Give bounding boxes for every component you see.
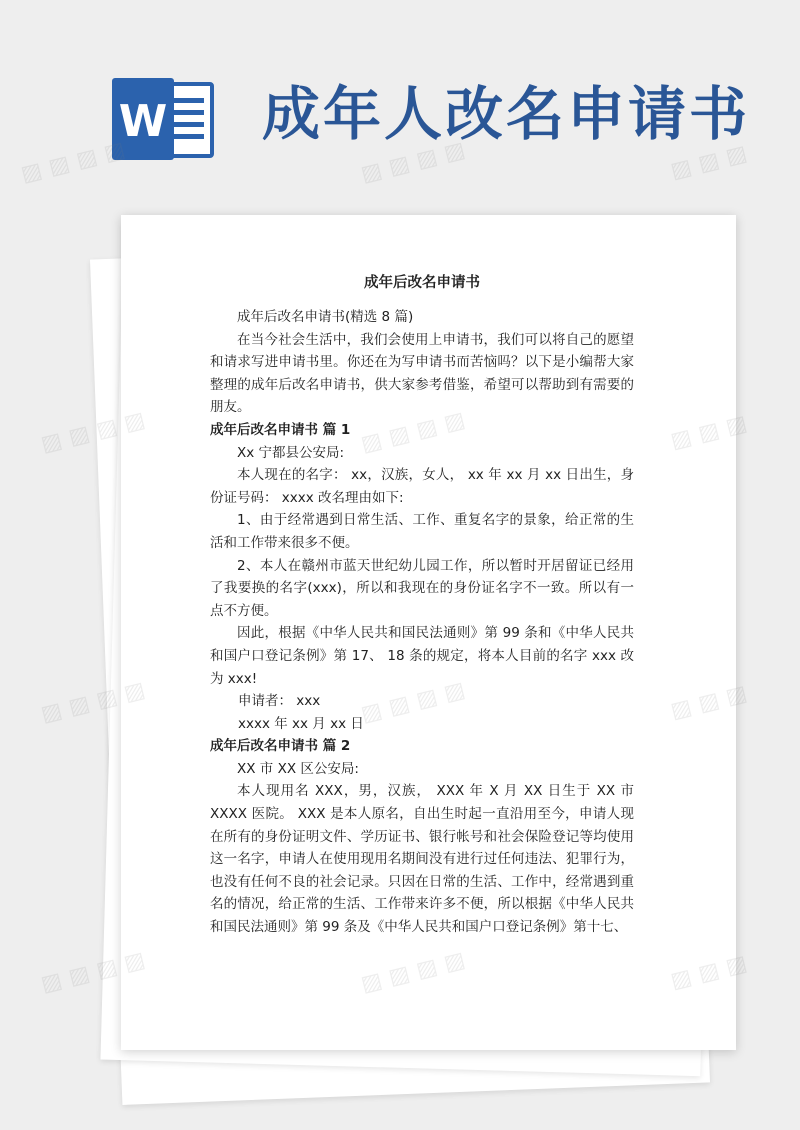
section-2-addressee: XX 市 XX 区公安局: [237,760,359,777]
intro-paragraph: 在当今社会生活中，我们会使用上申请书，我们可以将自己的愿望和请求写进申请书里。你还在为写申请书而苦恼吗？以下是小编帮大家整理的成年后改名申请书，供大家参考借鉴，希望可以帮助到有需要的朋友。 [210,331,634,416]
header [0,0,800,200]
watermark: ▨ ▨ ▨ ▨ [38,947,148,998]
section-1-paragraph: 2、本人在赣州市蓝天世纪幼儿园工作，所以暂时开居留证已经用了我要换的名字(xxx)，所以和我现在的身份证名字不一致。所以有一点不方便。 [210,557,634,619]
watermark: ▨ ▨ ▨ ▨ [38,407,148,458]
section-1-addressee: Xx 宁都县公安局: [237,444,345,461]
page-title: 成年人改名申请书 [262,80,751,148]
watermark: ▨ ▨ ▨ [668,140,750,185]
section-1-paragraph: 因此，根据《中华人民共和国民法通则》第 99 条和《中华人民共和国户口登记条例》第 17、 18 条的规定，将本人目前的名字 xxx 改为 xxx! [210,625,634,687]
section-1-heading: 成年后改名申请书 篇 1 [210,421,351,438]
watermark: ▨ ▨ ▨ ▨ [358,137,468,188]
section-1-paragraph: 本人现在的名字： xx，汉族，女人， xx 年 xx 月 xx 日出生，身份证号码： xxxx 改名理由如下: [210,467,634,506]
section-1-applicant: 申请者： xxx [238,693,321,710]
document-intro: 成年后改名申请书(精选 8 篇) [237,309,414,325]
word-document-icon [110,78,216,160]
document-body [210,272,634,939]
logo-letter: W [118,96,168,147]
watermark: ▨ ▨ ▨ ▨ [18,137,128,188]
document-page [121,215,736,1050]
section-2-paragraph: 本人现用名 XXX，男，汉族， XXX 年 X 月 XX 日生于 XX 市 XXXX 医院。 XXX 是本人原名，自出生时起一直沿用至今，申请人现在所有的身份证明文件、学历证书、银行帐号和社会保险登记等均使用这一名字，申请人在使用现用名期间没有进行过任何违法、犯罪行为，也没有任何不良的社会记录。只因在日常的生活、工作中，经常遇到重名的情况，给正常的生活、工作带来许多不便，所以根据《中华人民共和国民法通则》第 99 条及《中华人民共和国户口登记条例》第十七、 [210,783,634,936]
section-1-paragraph: 1、由于经常遇到日常生活、工作、重复名字的景象，给正常的生活和工作带来很多不便。 [210,512,634,551]
watermark: ▨ ▨ ▨ ▨ [38,677,148,728]
watermark: ▨ [723,680,750,711]
watermark: ▨ [723,410,750,441]
section-1-date: xxxx 年 xx 月 xx 日 [238,715,364,732]
watermark: ▨ [723,950,750,981]
document-title: 成年后改名申请书 [364,275,480,291]
section-2-heading: 成年后改名申请书 篇 2 [210,738,351,755]
